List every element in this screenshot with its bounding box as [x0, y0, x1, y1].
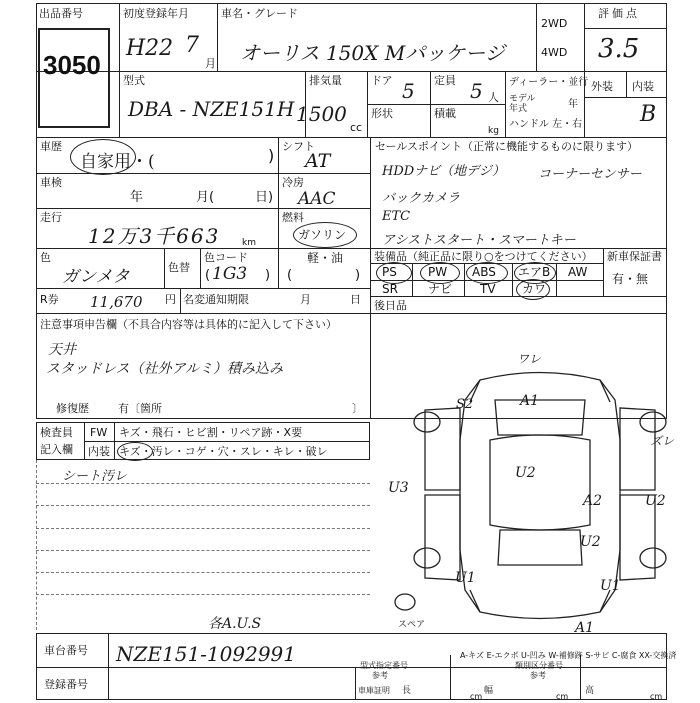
equip-abs: ABS: [472, 265, 496, 279]
r-ticket-unit: 円: [165, 293, 176, 306]
damage-label: 後日品: [374, 299, 407, 312]
fuel-gasoline: ガソリン: [298, 228, 347, 242]
model-spec-ref: 参考: [372, 671, 388, 680]
width-unit: cm: [556, 692, 569, 701]
inspector-label-1: 検査員: [40, 426, 73, 439]
warranty-label: 新車保証書: [607, 250, 662, 263]
color-change-label: 色替: [168, 261, 190, 274]
width-label: 幅: [484, 686, 494, 696]
class-number-label: 類別区分番号: [515, 661, 563, 670]
sales-point-4: アシストスタート・スマートキー: [382, 233, 576, 248]
interior-label: 内装: [632, 80, 654, 93]
equip-aw: AW: [568, 265, 588, 279]
history-circle: [70, 139, 136, 175]
model-grade-value: オーリス 150X Mパッケージ: [240, 41, 505, 65]
color-value: ガンメタ: [62, 267, 130, 287]
color-code-open: (: [205, 268, 211, 283]
shaken-year: 年: [130, 190, 144, 205]
ac-value: AAC: [298, 189, 336, 209]
name-change-label: 名変通知期限: [183, 293, 249, 306]
equip-circle-kawa: [516, 279, 550, 300]
doors-value: 5: [402, 79, 415, 103]
r-ticket-value: 11,670: [90, 293, 143, 311]
chassis-number: NZE151-1092991: [116, 642, 296, 666]
capacity-label: 定員: [434, 74, 456, 87]
doors-label: ドア: [371, 74, 393, 87]
exterior-label: 外装: [591, 80, 613, 93]
diagram-mark-3: A1: [520, 393, 540, 409]
class-number-ref: 参考: [530, 671, 546, 680]
handle-label: ハンドル 左・右: [509, 119, 583, 130]
equip-circle-ps: [376, 262, 412, 284]
fw-items: キズ・飛石・ヒビ割・リペア跡・X要: [119, 426, 303, 439]
score-value: 3.5: [598, 34, 640, 64]
shift-value: AT: [305, 150, 331, 172]
sales-point-3: ETC: [382, 209, 411, 224]
fuel-diesel: 軽・油: [307, 251, 344, 265]
first-registration-year: H22: [126, 36, 174, 61]
fw-label: FW: [90, 426, 108, 439]
equip-tv: TV: [480, 282, 496, 296]
repair-close: 〕: [352, 402, 363, 415]
spare-label: スペア: [398, 620, 426, 630]
equip-kawa: カワ: [522, 282, 547, 296]
diagram-legend: A-キズ E-エクボ U-凹み W-補修跡 S-サビ C-腐食 XX-交換済: [460, 651, 677, 660]
diagram-mark-4: ズレ: [650, 434, 675, 448]
diagram-mark-10: U1: [455, 570, 476, 586]
fuel-label: 燃料: [282, 211, 304, 224]
interior-circle: [117, 442, 153, 461]
load-unit: kg: [488, 126, 499, 136]
inspector-bottom-comment: 各A.U.S: [208, 616, 262, 632]
sales-point-corner: コーナーセンサー: [538, 167, 642, 182]
name-change-month: 月: [300, 293, 311, 306]
model-grade-label: 車名・グレード: [221, 7, 298, 20]
equip-airbag: エアB: [518, 265, 551, 279]
first-registration-label: 初度登録年月: [123, 7, 189, 20]
inspector-comment: シート汚レ: [62, 469, 128, 484]
name-change-day: 日: [350, 293, 361, 306]
interior-grade: B: [640, 102, 657, 127]
displacement-value: 1500: [296, 102, 347, 126]
notes-line-1: 天井: [48, 342, 76, 358]
inspector-label-2: 記入欄: [40, 443, 73, 456]
equip-sr: SR: [382, 282, 398, 296]
mileage-label: 走行: [40, 211, 62, 224]
score-label: 評価点: [598, 7, 640, 20]
model-spec-label: 型式指定番号: [360, 661, 408, 670]
diagram-mark-8: U2: [645, 493, 666, 509]
displacement-label: 排気量: [309, 74, 342, 87]
shape-label: 形状: [371, 107, 393, 120]
sales-point-1: HDDナビ（地デジ）: [382, 164, 505, 179]
color-label: 色: [40, 251, 51, 264]
capacity-unit: 人: [488, 91, 499, 104]
diagram-mark-5: U2: [515, 465, 536, 481]
lot-number: 3050: [43, 50, 101, 80]
length-unit: cm: [470, 692, 483, 701]
color-code-value: 1G3: [212, 264, 248, 284]
mileage-unit: km: [242, 238, 256, 248]
diagram-mark-12: A1: [575, 620, 595, 636]
fuel-paren-open: (: [287, 268, 293, 283]
first-registration-month: 7: [185, 33, 199, 58]
ac-label: 冷房: [282, 176, 304, 189]
repair-label: 修復歴: [56, 402, 89, 415]
diagram-mark-11: U1: [600, 578, 621, 594]
equipment-label: 装備品（純正品に限り○をつけてください）: [374, 250, 593, 263]
equip-pw: PW: [428, 265, 448, 279]
load-label: 積載: [434, 107, 456, 120]
model-year-unit: 年: [568, 99, 578, 110]
notes-line-2: スタッドレス（社外アルミ）積み込み: [46, 361, 284, 377]
diagram-mark-2: S2: [456, 397, 474, 412]
height-label: 高: [585, 686, 595, 696]
car-diagram: [370, 340, 700, 640]
history-label: 車歴: [40, 140, 62, 153]
length-label: 長: [402, 686, 412, 696]
model-year-label: モデル年式: [509, 94, 536, 114]
r-ticket-label: R券: [40, 293, 59, 306]
history-close: ): [268, 146, 275, 165]
chassis-label: 車台番号: [44, 644, 88, 657]
drive-2wd: 2WD: [541, 17, 568, 30]
shaken-day: 日): [255, 190, 274, 205]
diagram-mark-7: A2: [583, 493, 603, 509]
interior-inspect-label: 内装: [88, 445, 110, 458]
model-type-label: 型式: [123, 74, 145, 87]
interior-inspect-items: キズ・汚レ・コゲ・穴・スレ・キレ・破レ: [119, 445, 328, 458]
drive-4wd: 4WD: [541, 46, 568, 59]
diagram-mark-9: U2: [580, 534, 601, 550]
equip-ps: PS: [382, 265, 397, 279]
warranty-value: 有・無: [612, 272, 649, 286]
color-code-label: 色コード: [204, 251, 248, 264]
notes-label: 注意事項申告欄（不具合内容等は具体的に記入して下さい）: [40, 318, 337, 331]
dealer-label: ディーラー・並行: [509, 77, 589, 88]
height-unit: cm: [650, 692, 663, 701]
capacity-value: 5: [470, 79, 483, 103]
history-value: 自家用・(: [80, 152, 155, 172]
repair-value: 有〔箇所: [118, 402, 162, 415]
displacement-unit: cc: [350, 121, 363, 134]
diagram-mark-1: ワレ: [517, 352, 542, 366]
fuel-paren-close: ): [355, 268, 361, 283]
shaken-label: 車検: [40, 176, 62, 189]
equip-circle-abs: [466, 262, 508, 284]
equip-navi: ナビ: [428, 282, 453, 296]
color-code-close: ): [265, 268, 271, 283]
shaken-month: 月(: [196, 190, 215, 205]
diagram-mark-6: U3: [388, 480, 409, 496]
registration-label: 登録番号: [44, 678, 88, 691]
equip-circle-pw: [420, 262, 460, 284]
sales-point-2: バックカメラ: [382, 191, 461, 206]
shift-label: シフト: [282, 140, 315, 153]
model-type-value: DBA - NZE151H: [128, 97, 295, 121]
sales-points-label: セールスポイント（正常に機能するものに限ります）: [375, 140, 639, 153]
lot-number-label: 出品番号: [39, 7, 83, 20]
first-registration-month-unit: 月: [205, 57, 216, 70]
mileage-value: 12万3千663: [88, 224, 221, 248]
garage-cert-label: 車庫証明: [358, 686, 390, 695]
